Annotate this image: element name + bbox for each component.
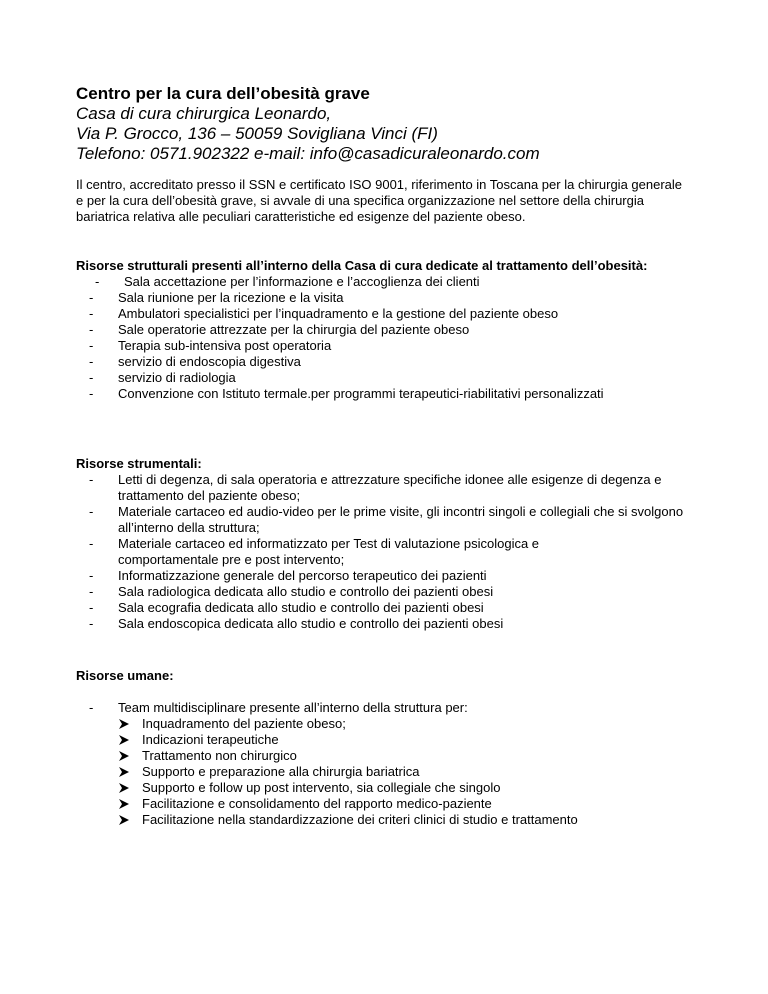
- letterhead: [76, 84, 716, 164]
- instrumental-resources-section: [76, 456, 696, 632]
- arrowhead-bullet-icon: [119, 719, 129, 729]
- clinic-contact: Telefono: 0571.902322 e-mail: info@casadicuraleonardo.com: [76, 144, 540, 163]
- list-item: [76, 716, 696, 732]
- dash-bullet: -: [89, 370, 94, 385]
- structural-resources-title: Risorse strutturali presenti all’interno della Casa di cura dedicate al trattamento dell’obesità:: [76, 258, 648, 273]
- list-item-text: Sala ecografia dedicata allo studio e controllo dei pazienti obesi: [118, 600, 484, 615]
- list-item-text: Letti di degenza, di sala operatoria e attrezzature specifiche idonee alle esigenze di degenza e trattamento del paziente obeso;: [118, 472, 662, 503]
- list-item: [76, 764, 696, 780]
- dash-bullet: -: [89, 322, 94, 337]
- dash-bullet: -: [89, 504, 94, 519]
- human-resources-title: Risorse umane:: [76, 668, 174, 683]
- list-item-text: Sala accettazione per l’informazione e l’accoglienza dei clienti: [124, 274, 480, 289]
- list-item: [76, 796, 696, 812]
- arrowhead-bullet-icon: [119, 799, 129, 809]
- intro-paragraph: Il centro, accreditato presso il SSN e certificato ISO 9001, riferimento in Toscana per la chirurgia generale e per la cura dell’obesità grave, si avvale di una specifica organizzazione nel settore della chirurgia bariatrica relativa alle peculiari caratteristiche ed esigenze del paziente obeso.: [76, 177, 683, 224]
- clinic-address: Via P. Grocco, 136 – 50059 Sovigliana Vinci (FI): [76, 124, 438, 143]
- list-item-text: Materiale cartaceo ed audio-video per le prime visite, gli incontri singoli e collegiali che si svolgono all’interno della struttura;: [118, 504, 684, 535]
- list-item: [76, 386, 696, 402]
- dash-bullet: -: [89, 536, 94, 551]
- list-item: [76, 290, 696, 306]
- arrowhead-bullet-icon: [119, 783, 129, 793]
- human-resources-section: [76, 668, 696, 684]
- clinic-name: Casa di cura chirurgica Leonardo,: [76, 104, 332, 123]
- list-item: [76, 536, 696, 568]
- instrumental-resources-title: Risorse strumentali:: [76, 456, 202, 471]
- document-title: Centro per la cura dell’obesità grave: [76, 84, 370, 103]
- list-item-text: Facilitazione nella standardizzazione dei criteri clinici di studio e trattamento: [142, 812, 578, 827]
- list-item: [76, 504, 696, 536]
- instrumental-resources-list: [76, 472, 696, 632]
- list-item: [76, 354, 696, 370]
- dash-bullet: -: [89, 600, 94, 615]
- list-item-text: Indicazioni terapeutiche: [142, 732, 279, 747]
- list-item: [76, 370, 696, 386]
- list-item-text: Sala radiologica dedicata allo studio e controllo dei pazienti obesi: [118, 584, 494, 599]
- list-item-text: Supporto e follow up post intervento, sia collegiale che singolo: [142, 780, 501, 795]
- list-item: [76, 616, 696, 632]
- dash-bullet: -: [95, 274, 100, 289]
- list-item-text: Ambulatori specialistici per l’inquadramento e la gestione del paziente obeso: [118, 306, 559, 321]
- dash-bullet: -: [89, 306, 94, 321]
- list-item-text: servizio di endoscopia digestiva: [118, 354, 301, 369]
- arrowhead-bullet-icon: [119, 735, 129, 745]
- list-item: [76, 600, 696, 616]
- human-resources-list: [76, 700, 696, 716]
- arrowhead-bullet-icon: [119, 751, 129, 761]
- dash-bullet: -: [89, 700, 94, 715]
- dash-bullet: -: [89, 354, 94, 369]
- list-item-text: Team multidisciplinare presente all’interno della struttura per:: [118, 700, 468, 715]
- dash-bullet: -: [89, 338, 94, 353]
- list-item-text: Sala riunione per la ricezione e la visita: [118, 290, 344, 305]
- dash-bullet: -: [89, 616, 94, 631]
- list-item-text: Convenzione con Istituto termale.per programmi terapeutici-riabilitativi personalizzati: [118, 386, 604, 401]
- list-item: [76, 732, 696, 748]
- list-item: [76, 748, 696, 764]
- list-item: [76, 306, 696, 322]
- human-resources-body: [76, 700, 696, 828]
- list-item: [76, 812, 696, 828]
- list-item: [76, 780, 696, 796]
- team-activities-list: [76, 716, 696, 828]
- arrowhead-bullet-icon: [119, 815, 129, 825]
- arrowhead-bullet-icon: [119, 767, 129, 777]
- list-item-text: Terapia sub-intensiva post operatoria: [118, 338, 332, 353]
- list-item: [76, 700, 696, 716]
- list-item: [76, 338, 696, 354]
- dash-bullet: -: [89, 568, 94, 583]
- list-item: [76, 274, 696, 290]
- list-item-text: Facilitazione e consolidamento del rapporto medico-paziente: [142, 796, 492, 811]
- list-item-text: Sale operatorie attrezzate per la chirurgia del paziente obeso: [118, 322, 470, 337]
- list-item-text: Materiale cartaceo ed informatizzato per Test di valutazione psicologica e comportamentale pre e post intervento;: [118, 536, 540, 567]
- list-item: [76, 584, 696, 600]
- list-item: [76, 322, 696, 338]
- list-item-text: Informatizzazione generale del percorso terapeutico dei pazienti: [118, 568, 487, 583]
- list-item: [76, 472, 696, 504]
- dash-bullet: -: [89, 584, 94, 599]
- structural-resources-list: [76, 274, 696, 402]
- list-item-text: servizio di radiologia: [118, 370, 236, 385]
- dash-bullet: -: [89, 290, 94, 305]
- list-item: [76, 568, 696, 584]
- list-item-text: Inquadramento del paziente obeso;: [142, 716, 346, 731]
- list-item-text: Supporto e preparazione alla chirurgia bariatrica: [142, 764, 420, 779]
- structural-resources-section: [76, 258, 696, 402]
- list-item-text: Sala endoscopica dedicata allo studio e controllo dei pazienti obesi: [118, 616, 504, 631]
- list-item-text: Trattamento non chirurgico: [142, 748, 297, 763]
- dash-bullet: -: [89, 386, 94, 401]
- dash-bullet: -: [89, 472, 94, 487]
